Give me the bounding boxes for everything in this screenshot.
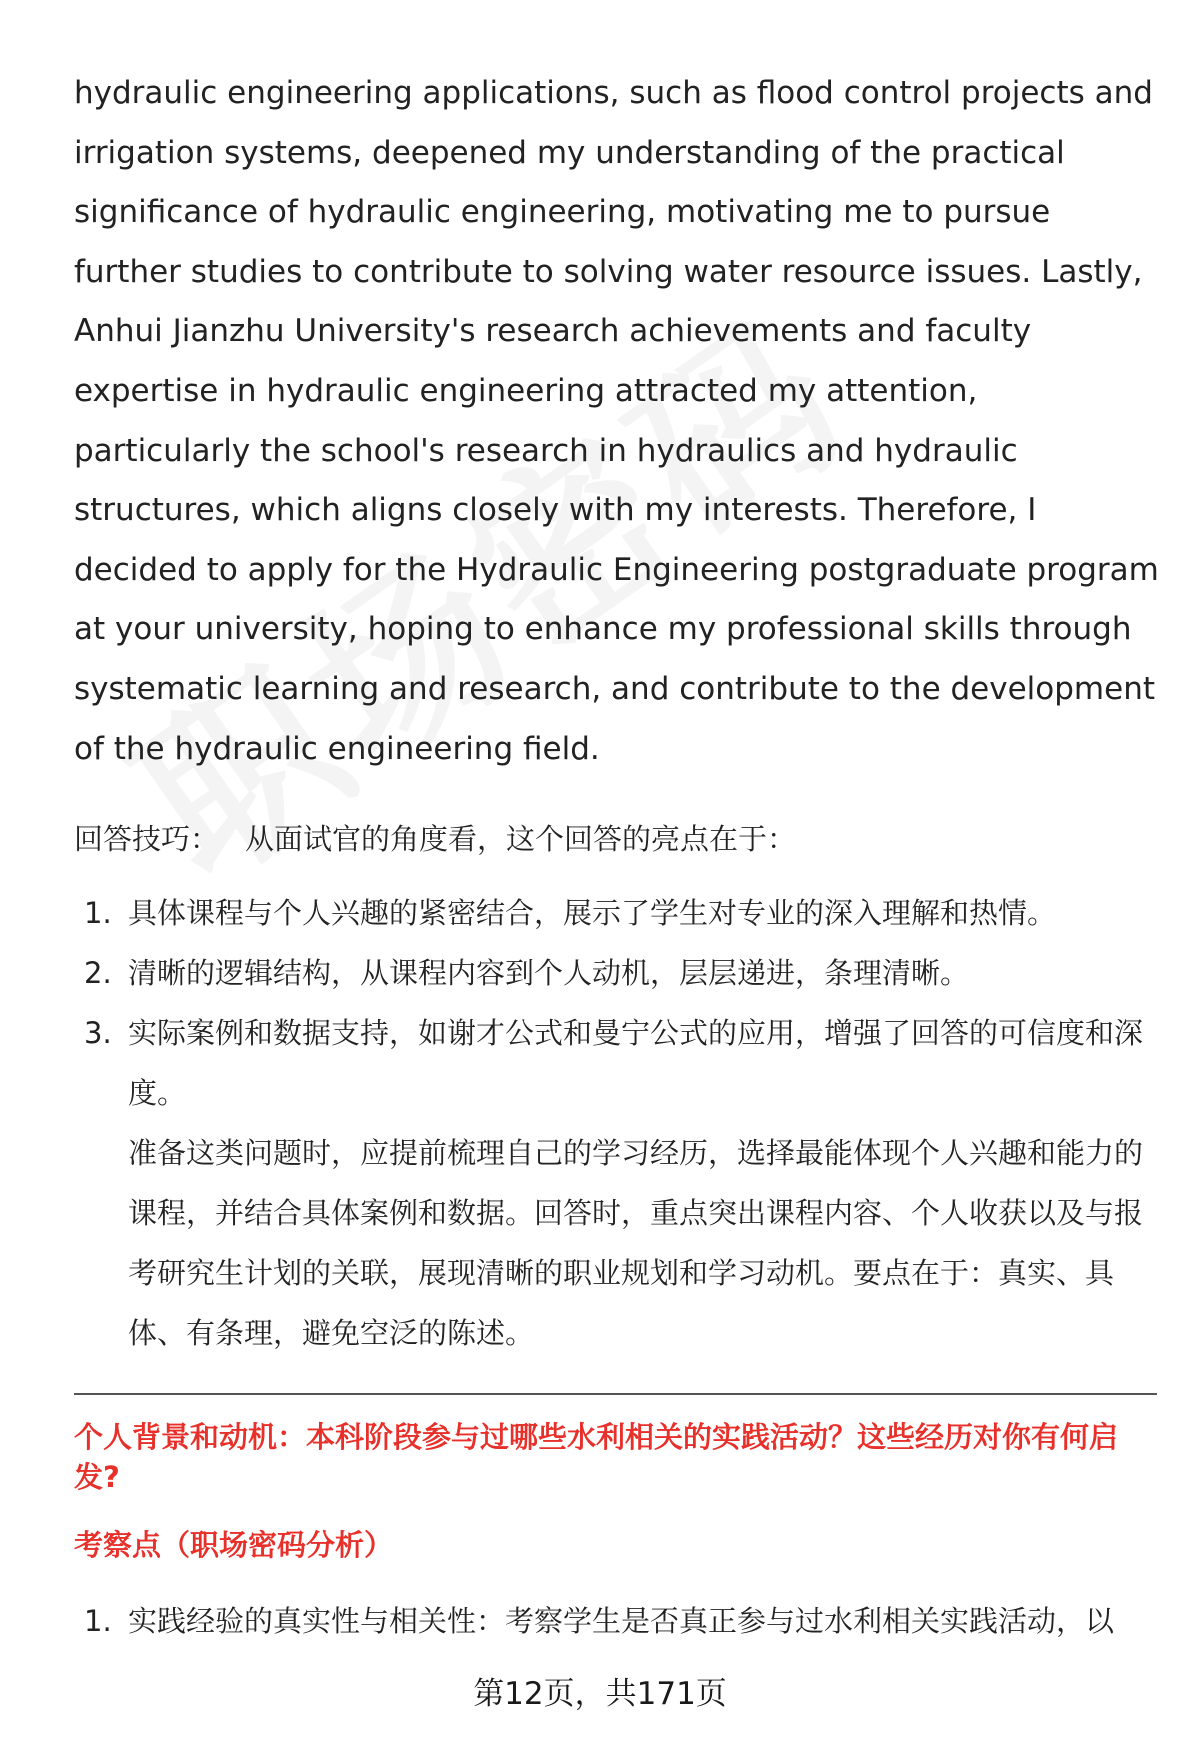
answer-tips-heading xyxy=(74,809,1159,869)
assessment-subheading: 考察点（职场密码分析） xyxy=(74,1528,394,1563)
list-item xyxy=(74,883,1159,943)
list-item xyxy=(74,943,1159,1003)
assessment-list xyxy=(74,1591,1159,1651)
list-item-text: 清晰的逻辑结构，从课程内容到个人动机，层层递进，条理清晰。 xyxy=(128,956,970,991)
list-number: 1. xyxy=(84,1604,112,1639)
list-item xyxy=(74,1003,1159,1123)
list-item-text: 具体课程与个人兴趣的紧密结合，展示了学生对专业的深入理解和热情。 xyxy=(128,896,1057,931)
list-item xyxy=(74,1591,1159,1651)
list-item-text: 实际案例和数据支持，如谢才公式和曼宁公式的应用，增强了回答的可信度和深度。 xyxy=(128,1016,1144,1111)
highlight-list xyxy=(74,883,1159,1123)
section-divider xyxy=(74,1393,1157,1395)
intro-paragraph: hydraulic engineering applications, such as flood control projects and irrigation systems, deepened my understanding of the practical significance of hydraulic engineering, motivating me to pursue further studies to contribute to solving water resource issues. Lastly, Anhui Jianzhu University's research achievements and faculty expertise in hydraulic engineering attracted my attention, particularly the school's research in hydraulics and hydraulic structures, which aligns closely with my interests. Therefore, I decided to apply for the Hydraulic Engineering postgraduate program at your university, hoping to enhance my professional skills through systematic learning and research, and contribute to the development of the hydraulic engineering field. xyxy=(74,75,1159,767)
list-item-text: 实践经验的真实性与相关性：考察学生是否真正参与过水利相关实践活动，以 xyxy=(128,1604,1115,1639)
list-number: 2. xyxy=(84,956,112,991)
answer-tips-label: 回答技巧： xyxy=(74,822,220,857)
preparation-advice: 准备这类问题时，应提前梳理自己的学习经历，选择最能体现个人兴趣和能力的课程，并结合具体案例和数据。回答时，重点突出课程内容、个人收获以及与报考研究生计划的关联，展现清晰的职业规划和学习动机。要点在于：真实、具体、有条理，避免空泛的陈述。 xyxy=(128,1136,1144,1351)
list-number: 3. xyxy=(84,1016,112,1051)
document-page xyxy=(74,64,1159,1651)
question-title: 个人背景和动机：本科阶段参与过哪些水利相关的实践活动？这些经历对你有何启发? xyxy=(74,1420,1119,1495)
list-number: 1. xyxy=(84,896,112,931)
answer-tips-text: 从面试官的角度看，这个回答的亮点在于： xyxy=(245,822,797,857)
page-number: 第12页，共171页 xyxy=(473,1676,727,1712)
